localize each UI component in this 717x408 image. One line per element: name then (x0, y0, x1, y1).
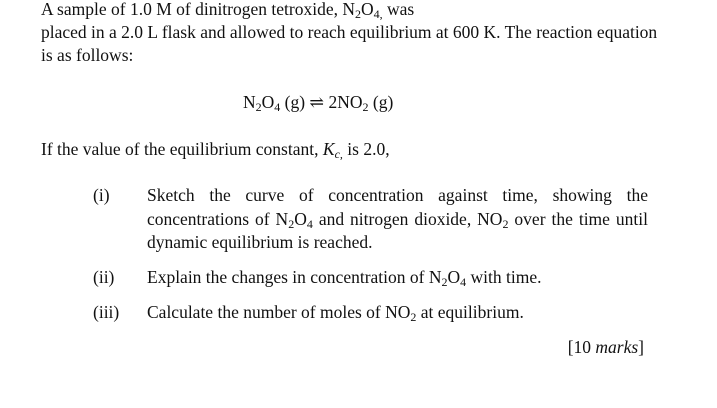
question-iii-text: Calculate the number of moles of $NO_2$ at equilibrium. (147, 302, 524, 324)
intro-line-1: A sample of 1.0 M of dinitrogen tetroxide, $N_2O_{4,}$ was (41, 0, 415, 21)
question-number-iii: (iii) (93, 302, 120, 322)
intro-line-2: placed in a 2.0 L flask and allowed to reach equilibrium at 600 K. The reaction equation (41, 22, 658, 42)
intro-line-3: is as follows: (41, 45, 134, 65)
question-i-line-1: Sketch the curve of concentration against time, showing the (147, 185, 648, 205)
question-i-line-3: dynamic equilibrium is reached. (147, 232, 373, 252)
question-ii-text: Explain the changes in concentration of $N_2O_4$ with time. (147, 267, 542, 289)
reaction-equation: $N_2O_4$ (g) ⇌ $2NO_2$ (g) (243, 92, 394, 114)
question-i-line-2: concentrations of $N_2O_4$ and nitrogen dioxide, $NO_2$ over the time until (147, 209, 648, 231)
marks-label: [10 marks] (567, 337, 644, 357)
question-number-ii: (ii) (93, 267, 115, 287)
question-number-i: (i) (93, 185, 110, 205)
condition-line: If the value of the equilibrium constant, $K_{c,}$ is 2.0, (41, 139, 390, 161)
